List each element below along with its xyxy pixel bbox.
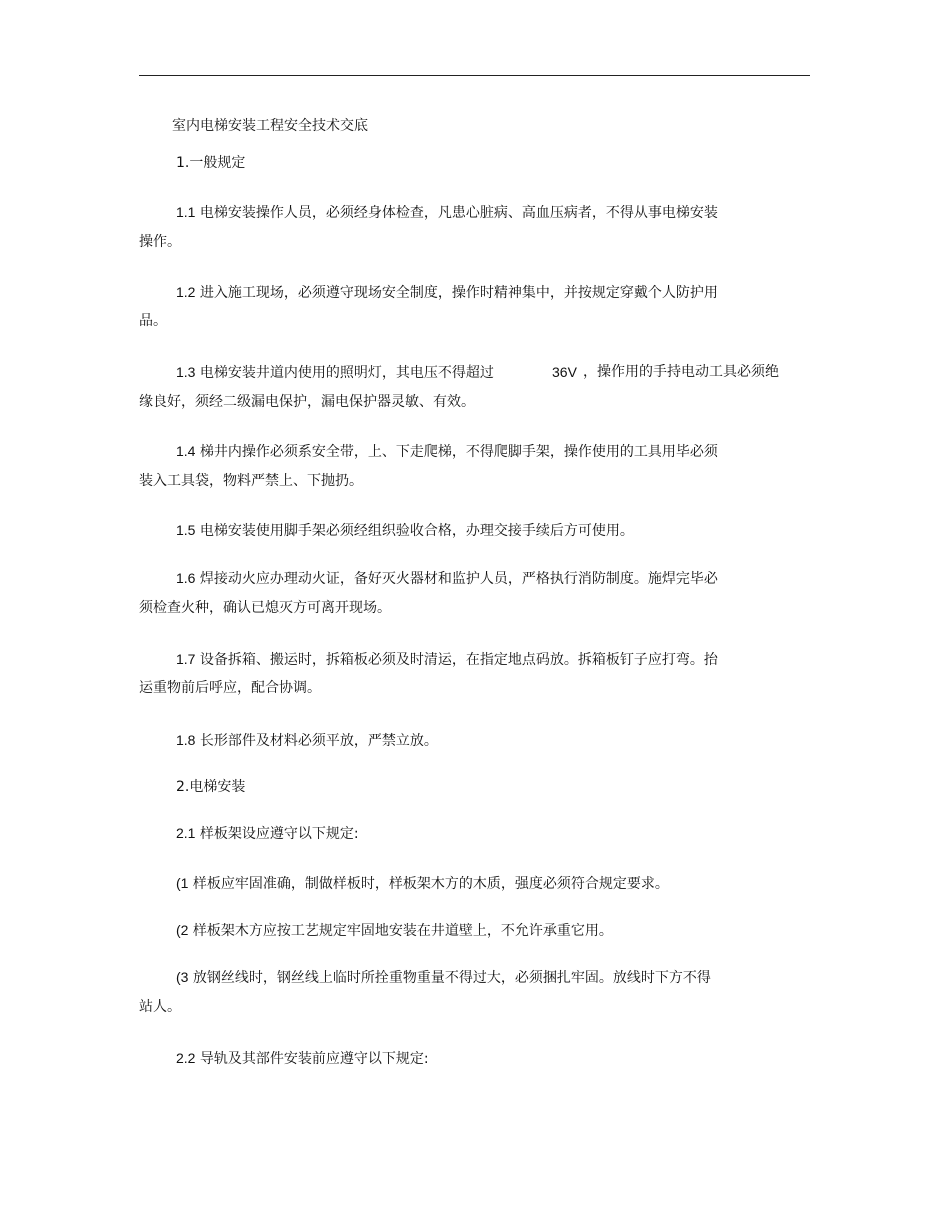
- paragraph-1-3-line2: 缘良好，须经二级漏电保护，漏电保护器灵敏、有效。: [139, 394, 475, 410]
- header-rule: [139, 75, 810, 76]
- paragraph-2-1: [176, 824, 359, 843]
- paragraph-text: 样板架设应遵守以下规定:: [199, 826, 359, 842]
- voltage-value: 36V: [552, 364, 577, 380]
- paragraph-1-7-line1: [176, 650, 718, 669]
- paragraph-2-2: [176, 1049, 429, 1068]
- section-heading-1: 1.一般规定: [176, 155, 246, 171]
- paragraph-text: 长形部件及材料必须平放，严禁立放。: [199, 733, 438, 749]
- paragraph-text: 样板架木方应按工艺规定牢固地安装在井道壁上，不允许承重它用。: [192, 923, 613, 939]
- paragraph-1-1-line1: [176, 203, 718, 222]
- paragraph-text: 梯井内操作必须系安全带，上、下走爬梯，不得爬脚手架，操作使用的工具用毕必须: [199, 444, 718, 460]
- paragraph-1-1-line2: 操作。: [139, 234, 181, 250]
- section-heading-2: 2.电梯安装: [176, 779, 246, 795]
- list-marker: (2: [176, 922, 189, 938]
- list-item-3-line1: [176, 968, 711, 987]
- paragraph-1-4-line2: 装入工具袋，物料严禁上、下抛扔。: [139, 473, 363, 489]
- paragraph-number: 1.2: [176, 284, 196, 300]
- paragraph-number: 2.1: [176, 825, 196, 841]
- paragraph-text: 电梯安装使用脚手架必须经组织验收合格，办理交接手续后方可使用。: [199, 523, 634, 539]
- paragraph-1-5: [176, 521, 634, 540]
- paragraph-number: 1.1: [176, 204, 196, 220]
- paragraph-1-7-line2: 运重物前后呼应，配合协调。: [139, 680, 321, 696]
- paragraph-1-8: [176, 731, 438, 750]
- paragraph-1-2-line1: [176, 283, 718, 302]
- paragraph-number: 1.5: [176, 522, 196, 538]
- list-item-3-line2: 站人。: [139, 999, 181, 1015]
- paragraph-text: 样板应牢固准确，制做样板时，样板架木方的木质，强度必须符合规定要求。: [192, 876, 669, 892]
- document-title: 室内电梯安装工程安全技术交底: [172, 118, 368, 134]
- paragraph-number: 1.7: [176, 651, 196, 667]
- paragraph-number: 1.3: [176, 364, 196, 380]
- paragraph-text: 放钢丝线时，钢丝线上临时所拴重物重量不得过大，必须捆扎牢固。放线时下方不得: [192, 970, 711, 986]
- paragraph-text: 设备拆箱、搬运时，拆箱板必须及时清运，在指定地点码放。拆箱板钉子应打弯。抬: [199, 652, 718, 668]
- paragraph-text: 电梯安装井道内使用的照明灯，其电压不得超过: [199, 365, 494, 381]
- list-marker: (1: [176, 875, 189, 891]
- list-item-1: [176, 874, 669, 893]
- paragraph-text: 进入施工现场，必须遵守现场安全制度，操作时精神集中，并按规定穿戴个人防护用: [199, 285, 718, 301]
- list-marker: (3: [176, 969, 189, 985]
- paragraph-text: 电梯安装操作人员，必须经身体检查，凡患心脏病、高血压病者，不得从事电梯安装: [199, 205, 718, 221]
- list-item-2: [176, 921, 613, 940]
- paragraph-1-6-line1: [176, 569, 718, 588]
- paragraph-text: 导轨及其部件安装前应遵守以下规定:: [199, 1051, 429, 1067]
- paragraph-1-2-line2: 品。: [139, 313, 167, 329]
- paragraph-number: 2.2: [176, 1050, 196, 1066]
- paragraph-text: 焊接动火应办理动火证，备好灭火器材和监护人员，严格执行消防制度。施焊完毕必: [199, 571, 718, 587]
- paragraph-number: 1.6: [176, 570, 196, 586]
- paragraph-1-3-line1b: ，操作用的手持电动工具必须绝: [583, 364, 779, 380]
- paragraph-1-3-line1a: [176, 363, 494, 382]
- paragraph-1-4-line1: [176, 442, 718, 461]
- paragraph-1-6-line2: 须检查火种，确认已熄灭方可离开现场。: [139, 600, 391, 616]
- paragraph-number: 1.8: [176, 732, 196, 748]
- paragraph-number: 1.4: [176, 443, 196, 459]
